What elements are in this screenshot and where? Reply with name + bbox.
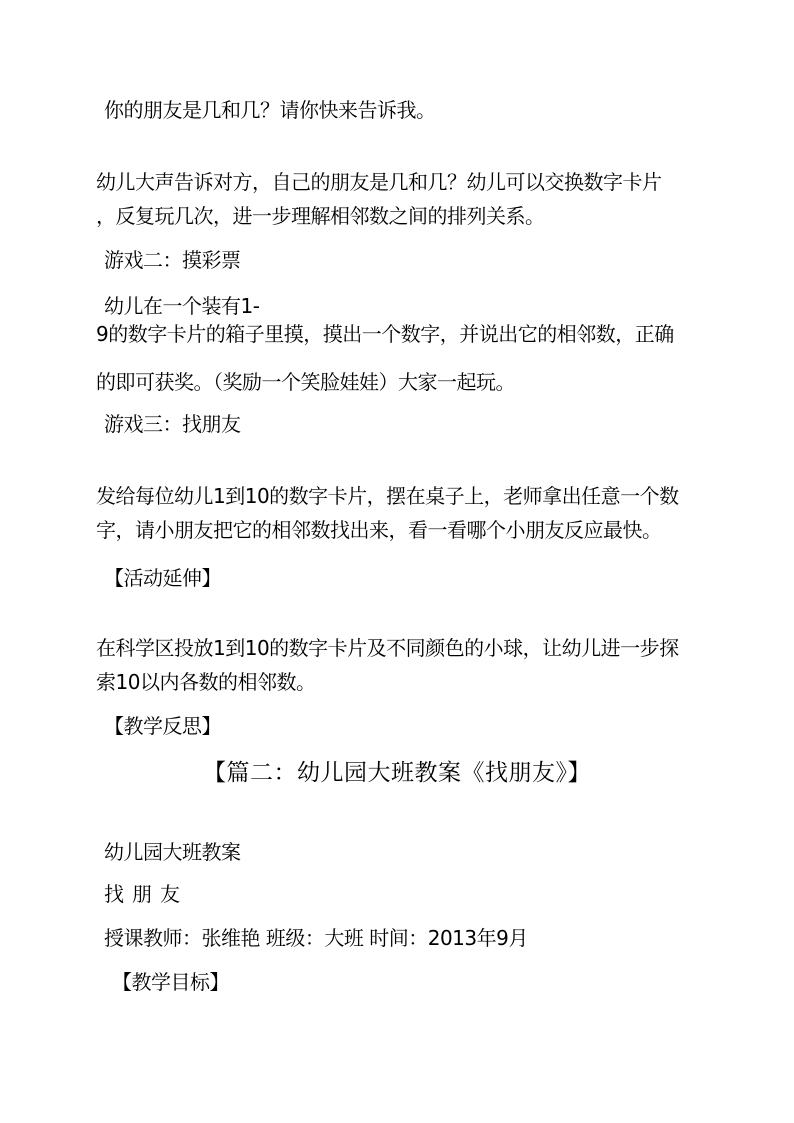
teaching-reflection-title: 【教学反思】 (104, 714, 221, 738)
paragraph-line: 发给每位幼儿1到10的数字卡片，摆在桌子上，老师拿出任意一个数 (96, 484, 679, 508)
teacher-info: 授课教师：张维艳 班级：大班 时间：2013年9月 (104, 926, 528, 950)
paragraph-line: 幼儿在一个装有1- (104, 294, 260, 318)
lesson-plan-title: 幼儿园大班教案 (104, 840, 241, 864)
activity-extension-title: 【活动延伸】 (104, 566, 221, 590)
section-heading: 【篇二：幼儿园大班教案《找朋友》】 (203, 760, 591, 786)
teaching-goals-title: 【教学目标】 (112, 970, 229, 994)
lesson-name: 找朋友 (104, 882, 188, 906)
intro-line: 你的朋友是几和几？请你快来告诉我。 (104, 98, 436, 122)
paragraph-line: 索10以内各数的相邻数。 (96, 670, 316, 694)
game-two-title: 游戏二：摸彩票 (104, 248, 241, 272)
paragraph-line: 在科学区投放1到10的数字卡片及不同颜色的小球，让幼儿进一步探 (96, 636, 679, 660)
paragraph-line: 的即可获奖。（奖励一个笑脸娃娃）大家一起玩。 (96, 370, 515, 394)
paragraph-line: ，反复玩几次，进一步理解相邻数之间的排列关系。 (96, 204, 545, 228)
paragraph-line: 幼儿大声告诉对方，自己的朋友是几和几？幼儿可以交换数字卡片 (96, 170, 662, 194)
game-three-title: 游戏三：找朋友 (104, 412, 241, 436)
paragraph-line: 9的数字卡片的箱子里摸，摸出一个数字，并说出它的相邻数，正确 (96, 322, 674, 346)
paragraph-line: 字，请小朋友把它的相邻数找出来，看一看哪个小朋友反应最快。 (96, 518, 662, 542)
